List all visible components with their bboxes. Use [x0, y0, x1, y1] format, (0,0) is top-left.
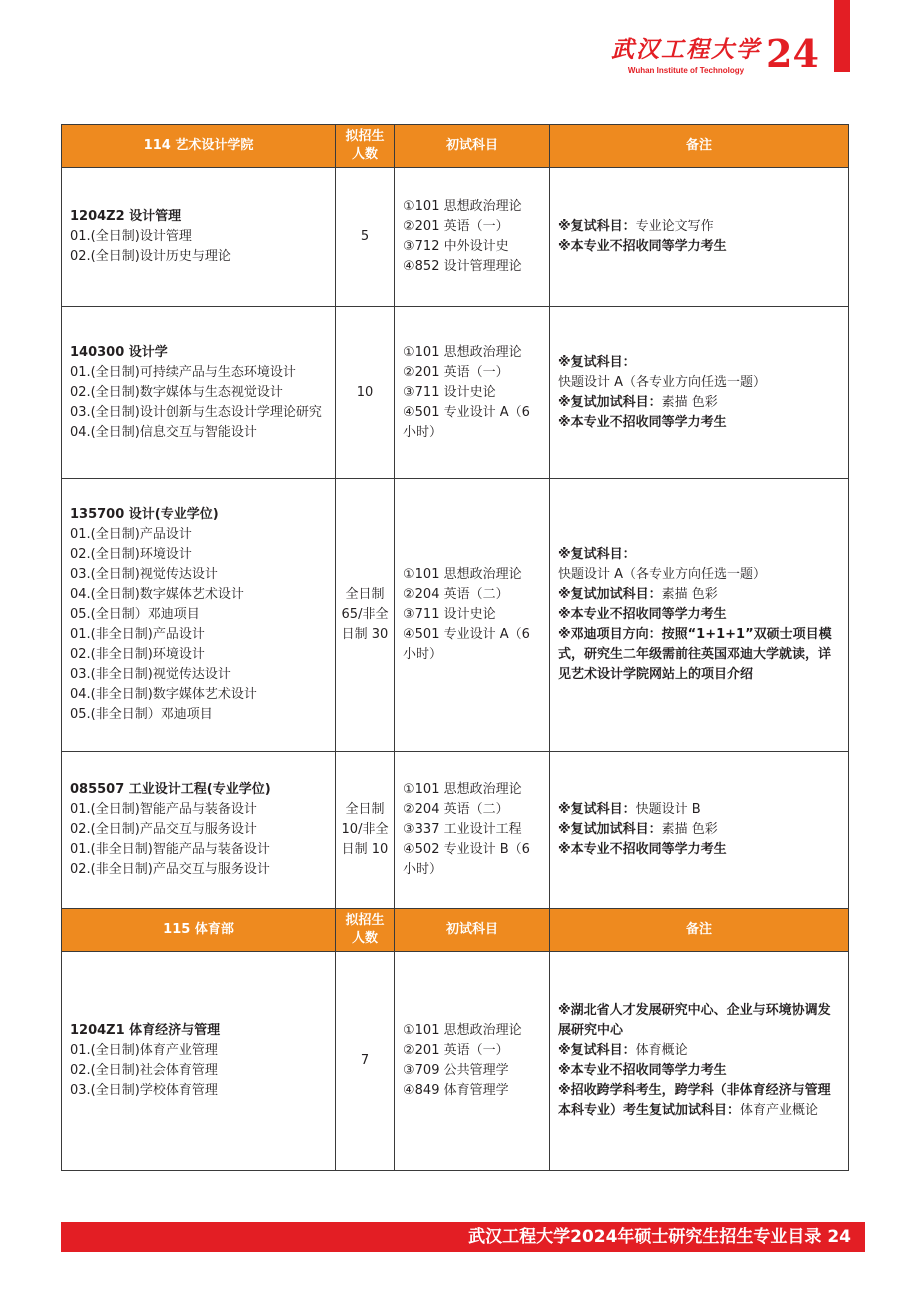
- program-cell: [62, 952, 336, 1171]
- program-title: 1204Z1 体育经济与管理: [70, 1023, 221, 1038]
- note-text: 专业论文写作: [635, 219, 714, 234]
- notes-cell: [550, 752, 849, 909]
- exam-cell: [395, 307, 550, 479]
- note-text: 快题设计 B: [635, 802, 701, 817]
- enroll-count: 10: [336, 307, 395, 479]
- notes-cell: [550, 168, 849, 307]
- note-item: [558, 820, 840, 840]
- note-item: [558, 1081, 840, 1121]
- notes-cell: [550, 307, 849, 479]
- direction-item: 02.(全日制)社会体育管理: [70, 1063, 218, 1078]
- enroll-header-line: 拟招生: [345, 129, 385, 144]
- exam-item: ②204 英语（二）: [403, 802, 509, 817]
- enroll-header-line: 人数: [351, 931, 378, 946]
- note-item: ※本专业不招收同等学力考生: [558, 239, 727, 254]
- enroll-count: 7: [336, 952, 395, 1171]
- direction-item: 01.(全日制)智能产品与装备设计: [70, 802, 257, 817]
- university-logo: 武汉工程大学: [611, 36, 761, 63]
- note-item: [558, 585, 840, 605]
- note-text: 素描 色彩: [661, 822, 718, 837]
- exam-cell: [395, 168, 550, 307]
- department-name: 115 体育部: [62, 909, 336, 952]
- exam-item: ①101 思想政治理论: [403, 199, 522, 214]
- direction-item: 02.(全日制)环境设计: [70, 547, 192, 562]
- exam-cell: [395, 952, 550, 1171]
- program-row: [62, 752, 849, 909]
- exam-item: ②204 英语（二）: [403, 587, 509, 602]
- note-label: ※复试科目：: [558, 219, 636, 234]
- direction-item: 05.(非全日制）邓迪项目: [70, 707, 213, 722]
- note-label: ※复试科目：: [558, 802, 636, 817]
- note-item: [558, 353, 840, 393]
- direction-item: 03.(全日制)学校体育管理: [70, 1083, 218, 1098]
- note-item: ※邓迪项目方向：按照“1+1+1”双硕士项目模式，研究生二年级需前往英国邓迪大学就读，详见艺术设计学院网站上的项目介绍: [558, 627, 832, 682]
- exam-item: ④849 体育管理学: [403, 1083, 509, 1098]
- direction-item: 02.(非全日制)环境设计: [70, 647, 205, 662]
- section-header-row: [62, 125, 849, 168]
- note-label: ※招收跨学科考生，跨学科（非体育经济与管理本科专业）考生复试加试科目：: [558, 1083, 831, 1118]
- program-title: 1204Z2 设计管理: [70, 209, 182, 224]
- program-cell: [62, 479, 336, 752]
- note-text: 体育概论: [635, 1043, 688, 1058]
- note-label: ※复试加试科目：: [558, 394, 662, 410]
- program-catalog-table: [61, 124, 849, 1171]
- note-label: ※复试加试科目：: [558, 587, 662, 602]
- direction-item: 04.(全日制)信息交互与智能设计: [70, 424, 257, 440]
- program-title: 085507 工业设计工程(专业学位): [70, 782, 271, 797]
- note-label: ※复试加试科目：: [558, 822, 662, 837]
- note-text: 快题设计 A（各专业方向任选一题）: [558, 567, 767, 582]
- program-row: [62, 479, 849, 752]
- direction-item: 03.(全日制)视觉传达设计: [70, 567, 218, 582]
- notes-cell: [550, 952, 849, 1171]
- direction-item: 04.(全日制)数字媒体艺术设计: [70, 587, 244, 602]
- direction-item: 01.(全日制)产品设计: [70, 527, 192, 542]
- note-item: ※本专业不招收同等学力考生: [558, 842, 727, 857]
- department-name: 114 艺术设计学院: [62, 125, 336, 168]
- direction-item: 01.(非全日制)产品设计: [70, 627, 205, 642]
- note-text: 素描 色彩: [661, 394, 718, 410]
- direction-item: 02.(非全日制)产品交互与服务设计: [70, 862, 270, 877]
- notes-header: 备注: [550, 909, 849, 952]
- note-label: ※复试科目：: [558, 547, 636, 562]
- exam-item: ①101 思想政治理论: [403, 344, 522, 360]
- program-cell: [62, 307, 336, 479]
- exam-item: ③337 工业设计工程: [403, 822, 522, 837]
- program-title: 140300 设计学: [70, 344, 168, 360]
- direction-item: 03.(非全日制)视觉传达设计: [70, 667, 231, 682]
- program-title: 135700 设计(专业学位): [70, 507, 219, 522]
- exam-item: ④501 专业设计 A（6小时）: [403, 404, 530, 440]
- enroll-count: 全日制65/非全日制 30: [336, 479, 395, 752]
- program-row: [62, 168, 849, 307]
- program-cell: [62, 752, 336, 909]
- exam-cell: [395, 479, 550, 752]
- program-cell: [62, 168, 336, 307]
- exam-item: ③711 设计史论: [403, 607, 496, 622]
- exam-item: ④501 专业设计 A（6小时）: [403, 627, 530, 662]
- direction-item: 02.(全日制)数字媒体与生态视觉设计: [70, 384, 283, 400]
- exam-item: ②201 英语（一）: [403, 364, 509, 380]
- exam-header: 初试科目: [395, 125, 550, 168]
- exam-item: ③712 中外设计史: [403, 239, 509, 254]
- direction-item: 02.(全日制)产品交互与服务设计: [70, 822, 257, 837]
- direction-item: 01.(非全日制)智能产品与装备设计: [70, 842, 270, 857]
- page-number: 24: [766, 31, 819, 76]
- exam-item: ④852 设计管理理论: [403, 259, 522, 274]
- top-accent-bar: [834, 0, 850, 72]
- note-item: [558, 1041, 840, 1061]
- note-text: 体育产业概论: [740, 1103, 819, 1118]
- enroll-header: [336, 125, 395, 168]
- note-item: [558, 217, 840, 237]
- direction-item: 01.(全日制)可持续产品与生态环境设计: [70, 364, 296, 380]
- footer-banner: 武汉工程大学2024年硕士研究生招生专业目录 24: [61, 1222, 865, 1252]
- exam-item: ②201 英语（一）: [403, 219, 509, 234]
- note-item: ※本专业不招收同等学力考生: [558, 414, 727, 430]
- direction-item: 01.(全日制)设计管理: [70, 229, 192, 244]
- note-text: 快题设计 A（各专业方向任选一题）: [558, 374, 767, 390]
- exam-header: 初试科目: [395, 909, 550, 952]
- exam-cell: [395, 752, 550, 909]
- direction-item: 02.(全日制)设计历史与理论: [70, 249, 231, 264]
- exam-item: ①101 思想政治理论: [403, 567, 522, 582]
- university-logo-english: Wuhan Institute of Technology: [627, 66, 745, 75]
- exam-item: ②201 英语（一）: [403, 1043, 509, 1058]
- notes-header: 备注: [550, 125, 849, 168]
- enroll-header-line: 拟招生: [345, 913, 385, 928]
- enroll-header: [336, 909, 395, 952]
- exam-item: ①101 思想政治理论: [403, 782, 522, 797]
- notes-cell: [550, 479, 849, 752]
- direction-item: 03.(全日制)设计创新与生态设计学理论研究: [70, 404, 322, 420]
- exam-item: ①101 思想政治理论: [403, 1023, 522, 1038]
- direction-item: 05.(全日制）邓迪项目: [70, 607, 200, 622]
- section-header-row: [62, 909, 849, 952]
- exam-item: ④502 专业设计 B（6小时）: [403, 842, 530, 877]
- note-text: 素描 色彩: [661, 587, 718, 602]
- exam-item: ③711 设计史论: [403, 384, 496, 400]
- note-label: ※复试科目：: [558, 1043, 636, 1058]
- note-label: ※复试科目：: [558, 354, 636, 370]
- note-item: [558, 545, 840, 585]
- note-item: ※本专业不招收同等学力考生: [558, 1063, 727, 1078]
- direction-item: 01.(全日制)体育产业管理: [70, 1043, 218, 1058]
- exam-item: ③709 公共管理学: [403, 1063, 509, 1078]
- enroll-count: 全日制10/非全日制 10: [336, 752, 395, 909]
- direction-item: 04.(非全日制)数字媒体艺术设计: [70, 687, 257, 702]
- enroll-count: 5: [336, 168, 395, 307]
- note-item: [558, 800, 840, 820]
- note-item: ※湖北省人才发展研究中心、企业与环境协调发展研究中心: [558, 1003, 831, 1038]
- note-item: [558, 393, 840, 413]
- program-row: [62, 952, 849, 1171]
- program-row: [62, 307, 849, 479]
- enroll-header-line: 人数: [351, 147, 378, 162]
- note-item: ※本专业不招收同等学力考生: [558, 607, 727, 622]
